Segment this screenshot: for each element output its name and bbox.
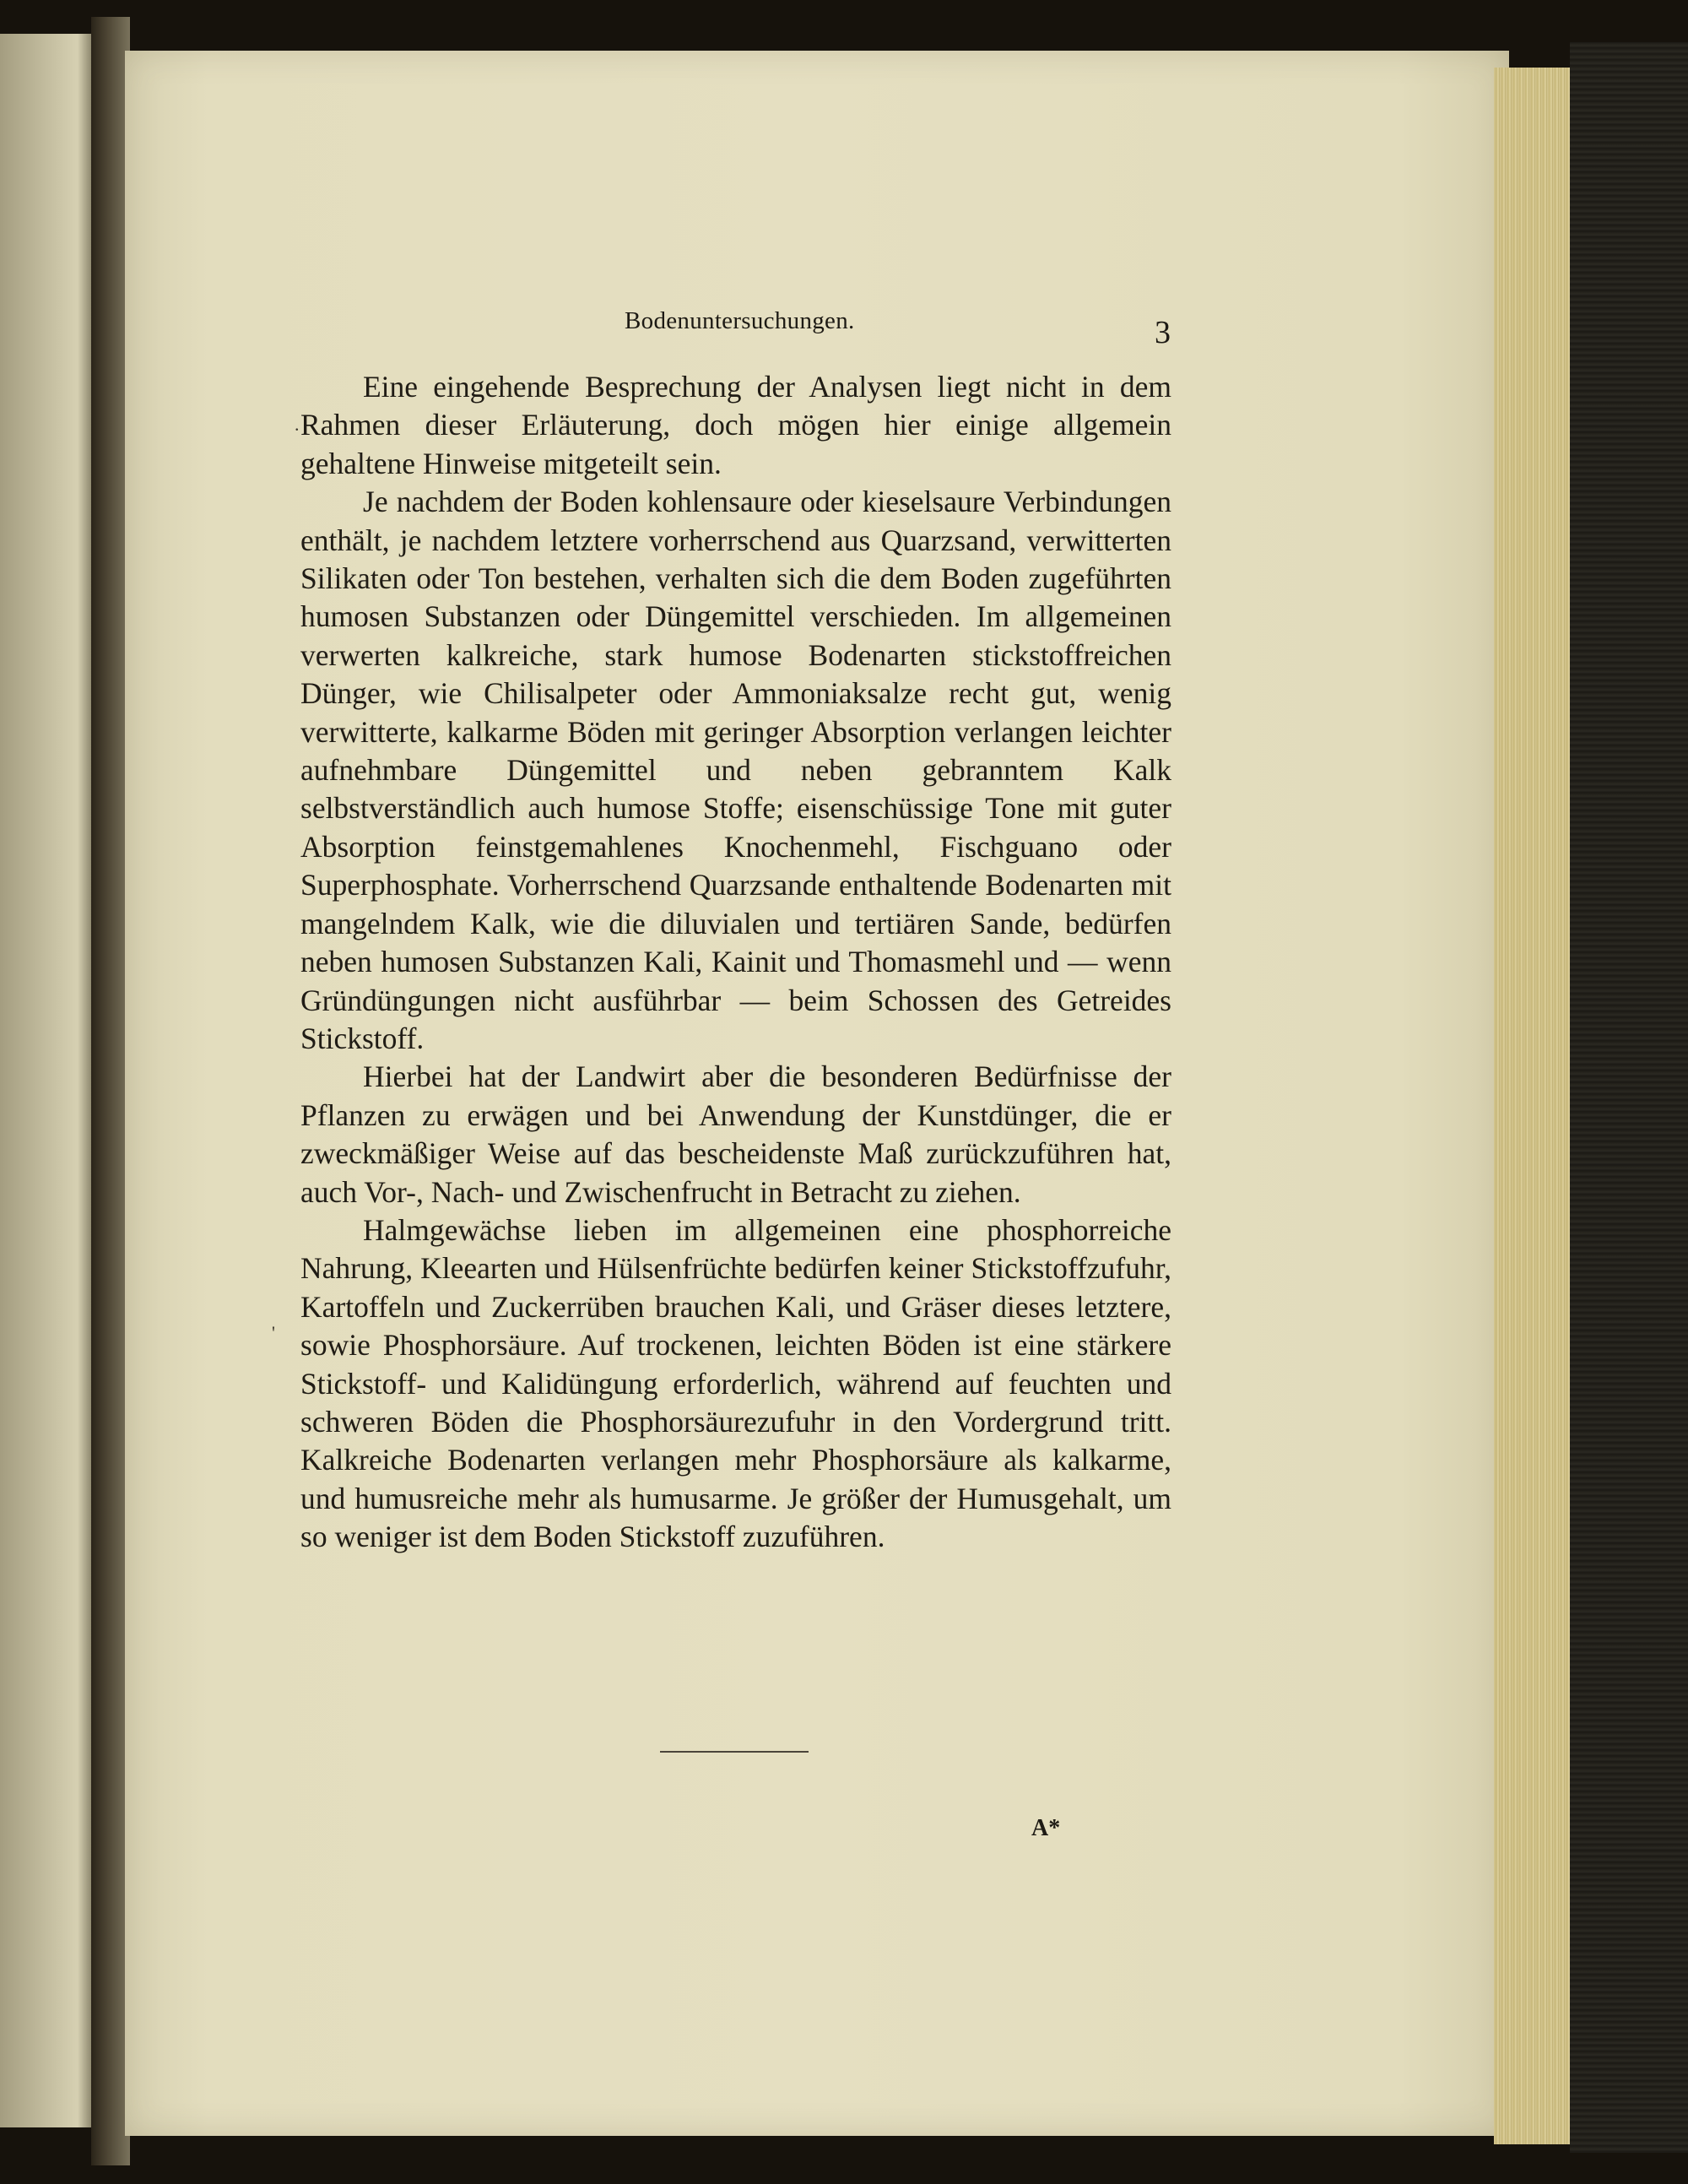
signature-mark: A* [1031, 1815, 1061, 1841]
page-number: 3 [1155, 315, 1171, 350]
margin-dot: . [295, 414, 300, 435]
paragraph: Eine eingehende Besprechung der Analysen liegt nicht in dem Rahmen dieser Erläuterung, doch mögen hier einige allgemein gehaltene Hinweise mitgeteilt sein. [300, 370, 1171, 480]
running-head: Bodenuntersuchungen. [625, 307, 855, 334]
paragraph: Je nachdem der Boden kohlensaure oder kieselsaure Verbindungen enthält, je nachdem letztere vorherrschend aus Quarzsand, verwitterten Silikaten oder Ton bestehen, verhalten sich die dem Boden zugeführten humosen Substanzen oder Düngemittel verschieden. Im allgemeinen verwerten kalkreiche, stark humose Bodenarten stickstoffreichen Dünger, wie Chilisalpeter oder Ammoniaksalze recht gut, wenig verwitterte, kalkarme Böden mit geringer Absorption verlangen leichter aufnehmbare Düngemittel und neben gebranntem Kalk selbstverständlich auch humose Stoffe; eisenschüssige Tone mit guter Absorption feinstgemahlenes Knochenmehl, Fischguano oder Superphosphate. Vorherrschend Quarzsande enthaltende Bodenarten mit mangelndem Kalk, wie die diluvialen und tertiären Sande, bedürfen neben humosen Substanzen Kali, Kainit und Thomasmehl und — wenn Gründüngungen nicht ausführbar — beim Schossen des Getreides Stickstoff. [300, 485, 1171, 1055]
paragraph: Halmgewächse lieben im allgemeinen eine phosphorreiche Nahrung, Kleearten und Hülsenfrüchte bedürfen keiner Stickstoffzufuhr, Kartoffeln und Zuckerrüben brauchen Kali, und Gräser dieses letztere, sowie Phosphorsäure. Auf trockenen, leichten Böden ist eine stärkere Stickstoff- und Kalidüngung erforderlich, während auf feuchten und schweren Böden die Phosphorsäurezufuhr in den Vordergrund tritt. Kalkreiche Bodenarten verlangen mehr Phosphorsäure als kalkarme, und humusreiche mehr als humusarme. Je größer der Humusgehalt, um so weniger ist dem Boden Stickstoff zuzuführen. [300, 1212, 1171, 1554]
paragraph: Hierbei hat der Landwirt aber die besonderen Bedürfnisse der Pflanzen zu erwägen und bei Anwendung der Kunstdünger, die er zweckmäßiger Weise auf das bescheidenste Maß zurückzuführen hat, auch Vor-, Nach- und Zwischenfrucht in Betracht zu ziehen. [300, 1059, 1171, 1209]
cover-board [1570, 42, 1688, 2153]
end-rule [660, 1751, 809, 1753]
page-block-edges [1494, 68, 1578, 2144]
body-text [300, 368, 1171, 1557]
margin-tick: ' [272, 1322, 275, 1343]
left-page-edge [0, 34, 91, 2127]
